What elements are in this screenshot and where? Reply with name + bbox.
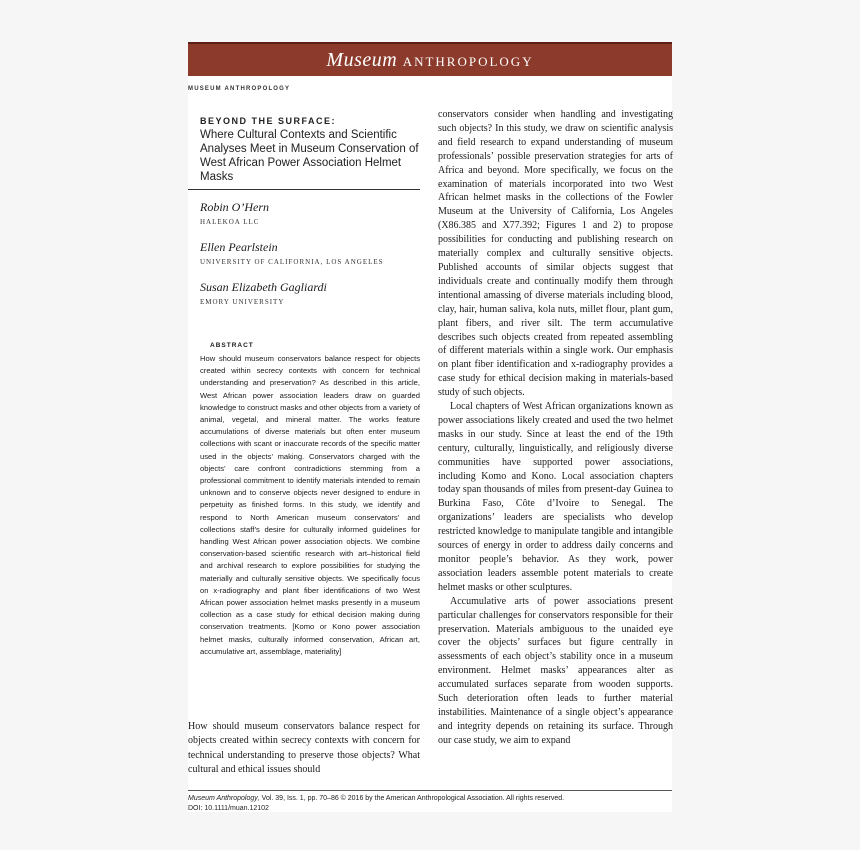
abstract-text: How should museum conservators balance respect for objects created within secrecy contexts with concern for technical understanding and preservation? As described in this article, West African power association leaders draw on guarded knowledge to construct masks and other objects from a variety of animal, vegetal, and mineral matter. The works feature accumulations of diverse materials but often enter museum collections with scant or inaccurate records of the specific matter used in the objects’ making. Conservators charged with the objects’ care confront contradictions stemming from a professional commitment to identify materials intended to remain unknown and to conserve objects never designed to endure in perpetuity as finished forms. In this study, we identify and respond to North American museum conservators’ and collections staff’s desire for culturally informed guidelines for handling West African power association objects. We combine conservation-based scientific research with art–historical field and archival research to explore possibilities for studying the materially and culturally sensitive objects. We specifically focus on x-radiography and plant fiber identifications of two West African power association helmet masks presently in a museum collection as a case study for ethical decision making during conservation treatments. [Komo or Kono power association helmet masks, culturally informed conservation, African art, accumulative art, assemblage, materiality]	[200, 354, 420, 656]
body-text-left: How should museum conservators balance respect for objects created within secrecy contexts with concern for technical understanding to preserve those objects? What cultural and ethical issues should	[188, 721, 420, 775]
article-kicker: BEYOND THE SURFACE:	[200, 116, 337, 126]
citation-line	[188, 794, 564, 804]
doi-line: DOI: 10.1111/muan.12102	[188, 804, 269, 812]
title-rule	[188, 189, 420, 190]
article-title: Where Cultural Contexts and Scientific Analyses Meet in Museum Conservation of West African Power Association Helmet Masks	[200, 129, 419, 183]
footer-citation: , Vol. 39, Iss. 1, pp. 70–86 © 2016 by the American Anthropological Association. All rights reserved.	[257, 795, 565, 802]
journal-title-caps: anthropology	[402, 49, 534, 71]
left-column	[200, 116, 420, 658]
author-name: Ellen Pearlstein	[200, 240, 278, 254]
right-column	[438, 108, 673, 748]
body-paragraph: Accumulative arts of power associations present particular challenges for conservators responsible for their preservation. Materials ambiguous to the unaided eye cover the objects’ surfaces but figure centrally in assessments of each object’s stability once in a museum environment. Helmet masks’ appearances alter as accumulated surfaces separate from wooden supports. Such deterioration often leads to further material instabilities. Maintenance of a single object’s appearance and integrity depends on retaining its surface. Through our case study, we aim to expand	[438, 595, 673, 746]
author-affiliation: EMORY UNIVERSITY	[200, 298, 285, 306]
article-page	[188, 42, 672, 812]
footer-journal: Museum Anthropology	[188, 795, 258, 802]
author-name: Robin O’Hern	[200, 200, 269, 214]
abstract-label: ABSTRACT	[210, 342, 254, 349]
body-paragraph: conservators consider when handling and investigating such objects? In this study, we draw on scientific analysis and field research to expand understanding of museum professionals’ possible preservation strategies for arts of Africa and beyond. More specifically, we focus on the examination of materials incorporated into two West African helmet masks in the collections of the Fowler Museum at the University of California, Los Angeles (X86.385 and X77.392; Figures 1 and 2) to propose possibilities for conducting and publishing research on materially complex and culturally sensitive objects. Published accounts of similar objects suggest that individuals create and continually modify them through intentional amassing of diverse materials including blood, clay, hair, human saliva, kola nuts, millet flour, plant gum, plant fibers, and river silt. The term accumulative describes such objects created from repeated assembling of different materials within a single work. Our emphasis on plant fiber identification and x-radiography provides a case study for ethical decision making in materials-based study of such objects.	[438, 109, 673, 399]
journal-banner	[188, 42, 672, 76]
journal-title-italic: Museum	[326, 48, 398, 71]
footer-rule	[188, 790, 672, 791]
body-paragraph: Local chapters of West African organizations known as power associations likely created and used the two helmet masks in our study. Since at least the end of the 19th century, culturally, linguistically, and religiously diverse communities have supported power associations, including Komo and Kono. Local association chapters today span thousands of miles from present-day Guinea to Burkina Faso, Côte d’Ivoire to Senegal. The organizations’ leaders are specialists who develop restricted knowledge to manipulate tangible and intangible sources of energy in order to address daily concerns and monitor people’s behavior. As they work, power association leaders assemble potent materials to create helmet masks or other sculptures.	[438, 401, 673, 593]
running-head: MUSEUM ANTHROPOLOGY	[188, 86, 291, 92]
journal-title	[326, 49, 533, 72]
author-affiliation: UNIVERSITY OF CALIFORNIA, LOS ANGELES	[200, 258, 384, 266]
author-affiliation: HALEKOA LLC	[200, 218, 260, 226]
author-name: Susan Elizabeth Gagliardi	[200, 280, 327, 294]
footer	[188, 794, 564, 813]
